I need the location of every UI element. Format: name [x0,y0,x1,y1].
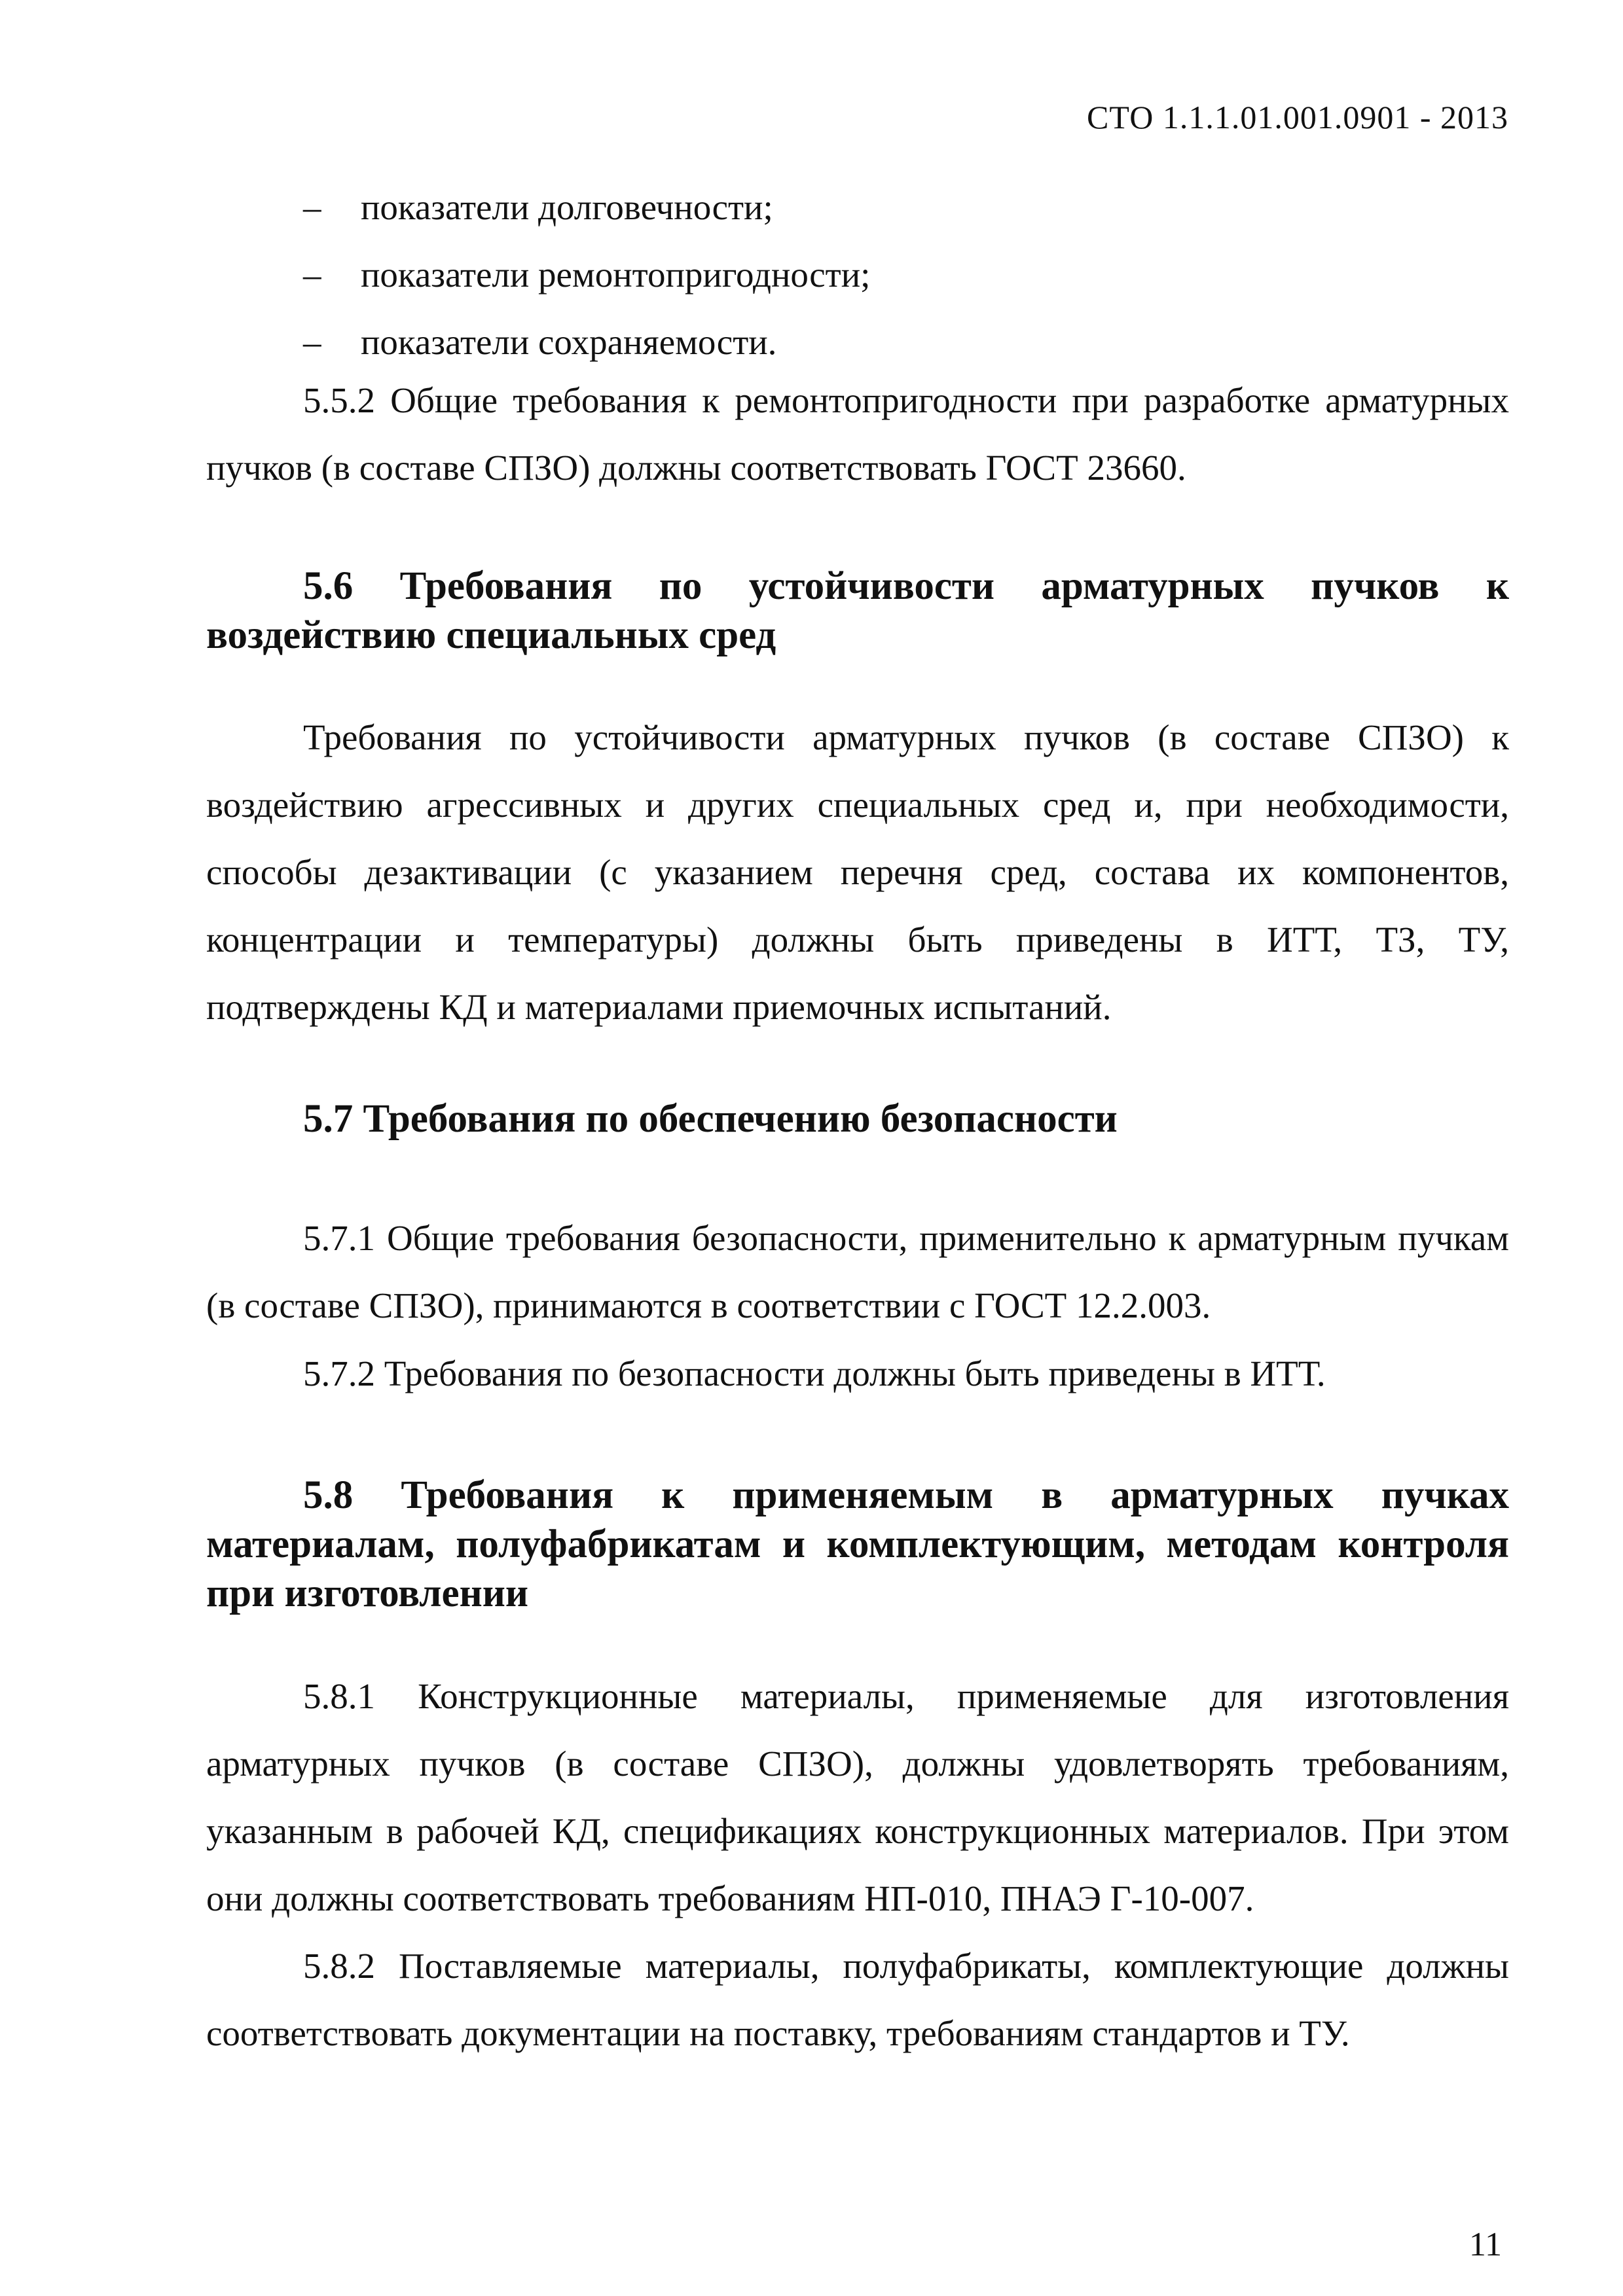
heading-5-7: 5.7 Требования по обеспечению безопасности [303,1097,1118,1141]
paragraph-5-8-1: 5.8.1 Конструкционные материалы, применяемые для изготовления арматурных пучков (в составе СПЗО), должны удовлетворять требованиям, указанным в рабочей КД, спецификациях конструкционных материалов. При этом они должны соответствовать требованиям НП-010, ПНАЭ Г-10-007. [206,1676,1509,1918]
list-item-text: показатели ремонтопригодности; [361,255,871,295]
list-dash: – [303,255,321,295]
list-item [206,241,1509,308]
list-dash: – [303,322,321,362]
list-dash: – [303,187,321,227]
list-item [206,173,1509,241]
paragraph-5-7-2: 5.7.2 Требования по безопасности должны быть приведены в ИТТ. [303,1354,1326,1393]
document-code: СТО 1.1.1.01.001.0901 - 2013 [1087,99,1508,135]
paragraph-5-6: Требования по устойчивости арматурных пучков (в составе СПЗО) к воздействию агрессивных и других специальных сред и, при необходимости, способы дезактивации (с указанием перечня сред, состава их компонентов, концентрации и температуры) должны быть приведены в ИТТ, ТЗ, ТУ, подтверждены КД и материалами приемочных испытаний. [206,717,1509,1027]
page-number: 11 [1468,2226,1502,2263]
paragraph-5-8-2: 5.8.2 Поставляемые материалы, полуфабрикаты, комплектующие должны соответствовать документации на поставку, требованиям стандартов и ТУ. [206,1946,1509,2053]
heading-5-6: 5.6 Требования по устойчивости арматурных пучков к воздействию специальных сред [206,564,1509,657]
list-item-text: показатели сохраняемости. [361,322,777,362]
paragraph-5-5-2: 5.5.2 Общие требования к ремонтопригодности при разработке арматурных пучков (в составе СПЗО) должны соответствовать ГОСТ 23660. [206,380,1509,488]
paragraph-5-7-1: 5.7.1 Общие требования безопасности, применительно к арматурным пучкам (в составе СПЗО), принимаются в соответствии с ГОСТ 12.2.003. [206,1218,1509,1325]
list-item [206,308,1509,376]
heading-5-8: 5.8 Требования к применяемым в арматурных пучках материалам, полуфабрикатам и комплектующим, методам контроля при изготовлении [206,1473,1509,1615]
list-item-text: показатели долговечности; [361,187,773,227]
indicator-list [206,173,1509,376]
